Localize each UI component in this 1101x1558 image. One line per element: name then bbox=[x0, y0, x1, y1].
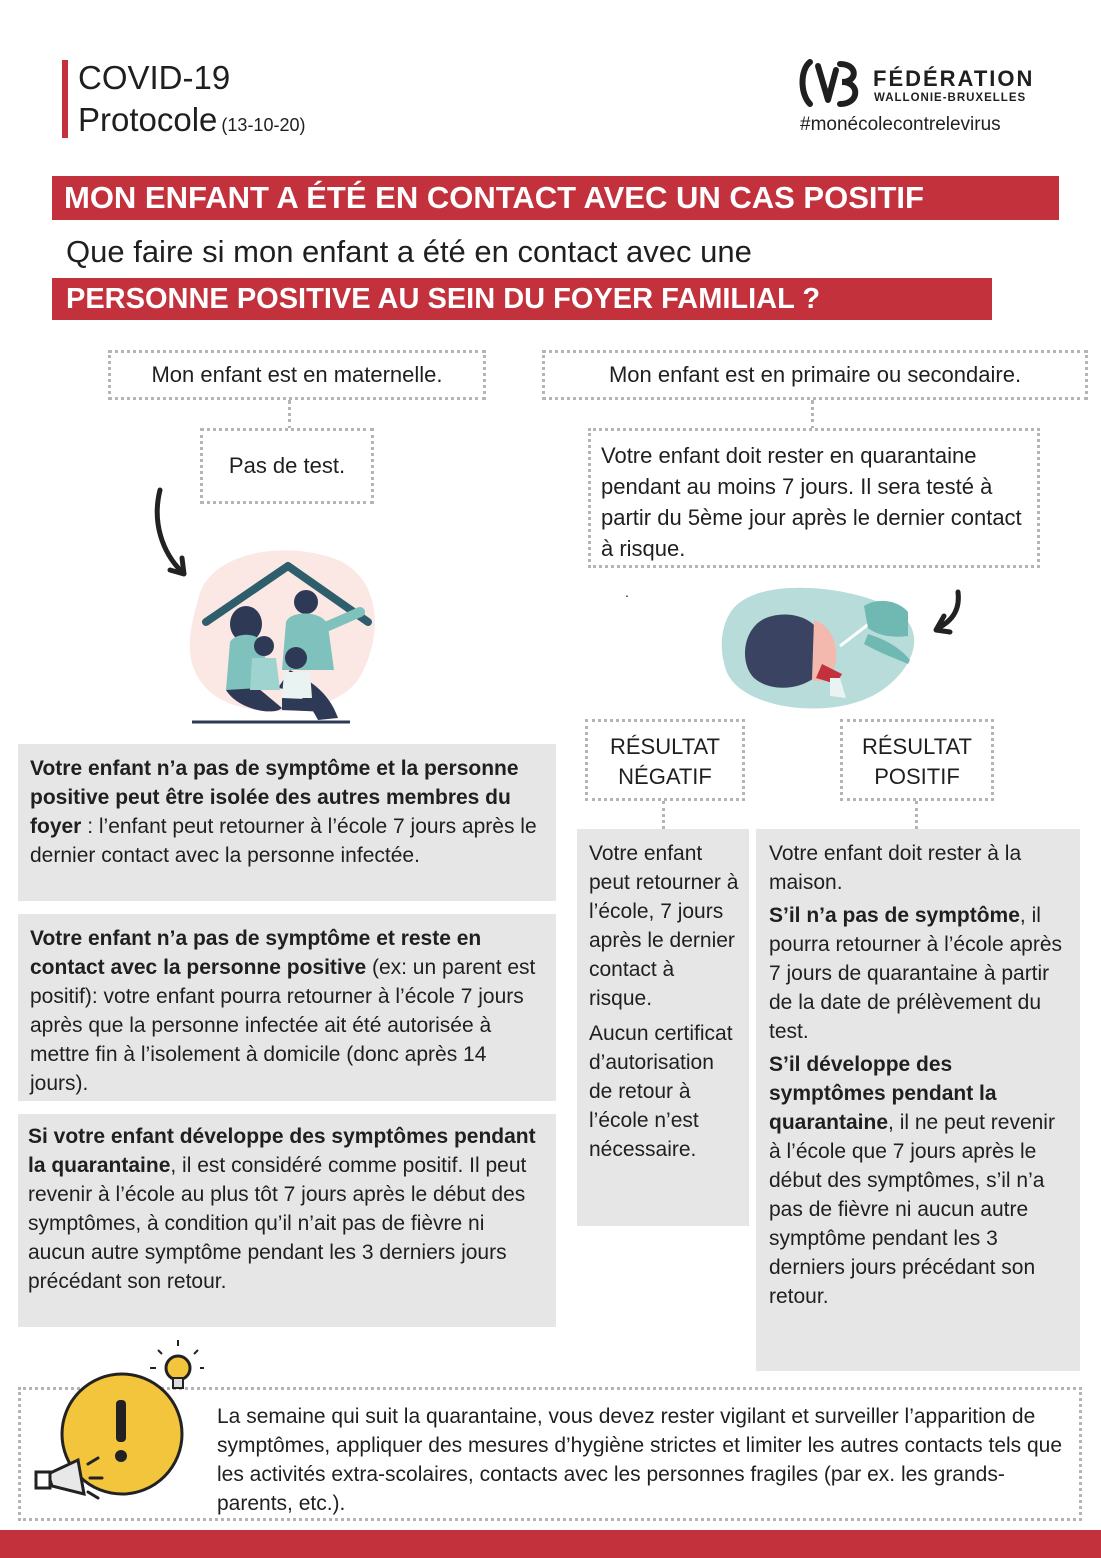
result-negative-line2: NÉGATIF bbox=[618, 764, 712, 789]
case-symptoms bbox=[18, 1114, 556, 1327]
positive-symptom-text: , il ne peut revenir à l’école que 7 jours après le début des symptômes, s’il n’a pas de fièvre ni aucun autre symptôme pendant les 3 derniers jours précédant son retour. bbox=[769, 1111, 1055, 1308]
case-symptoms-text: , il est considéré comme positif. Il peut revenir à l’école au plus tôt 7 jours après le début des symptômes, à condition qu’il n’ait pas de fièvre ni aucun autre symptôme pendant les 3 derniers jours précédant son retour. bbox=[28, 1154, 527, 1293]
protocol-date: (13-10-20) bbox=[221, 115, 306, 135]
logo-name: FÉDÉRATION bbox=[873, 66, 1035, 91]
swab-test-illustration bbox=[718, 580, 998, 710]
positive-result-panel bbox=[756, 829, 1080, 1371]
protocol-label: Protocole bbox=[78, 101, 218, 138]
connector bbox=[288, 400, 291, 430]
negative-result-panel bbox=[577, 829, 749, 1226]
question-highlight: PERSONNE POSITIVE AU SEIN DU FOYER FAMILIAL ? bbox=[52, 278, 992, 320]
no-test-label: Pas de test. bbox=[228, 453, 346, 478]
connector bbox=[662, 801, 665, 829]
result-positive-line1: RÉSULTAT bbox=[861, 734, 972, 759]
hashtag: #monécolecontrelevirus bbox=[800, 114, 1001, 135]
result-positive-box bbox=[840, 719, 994, 801]
negative-certificate-text: Aucun certificat d’autorisation de retour à l’école n’est nécessaire. bbox=[589, 1022, 733, 1161]
warning-bulb-icon bbox=[28, 1338, 204, 1508]
quarantine-text: Votre enfant doit rester en quarantaine pendant au moins 7 jours. Il sera testé à partir du 5ème jour après le dernier contact à risque. bbox=[601, 443, 1022, 561]
case-in-contact-text: (ex: un parent est positif): votre enfant pourra retourner à l’école 7 jours après que la personne infectée ait été autorisée à mettre fin à l’isolement à domicile (donc après 14 jours). bbox=[30, 956, 536, 1095]
case-in-contact bbox=[18, 914, 556, 1101]
primaire-box bbox=[542, 350, 1088, 400]
banner-title: MON ENFANT A ÉTÉ EN CONTACT AVEC UN CAS POSITIF bbox=[52, 176, 1059, 220]
family-house-illustration bbox=[178, 540, 388, 725]
footer-accent-bar bbox=[0, 1530, 1101, 1558]
question-line: Que faire si mon enfant a été en contact avec une bbox=[66, 234, 752, 269]
header-subtitle bbox=[78, 101, 305, 144]
case-in-contact-label: Votre enfant n’a pas de symptôme et reste en contact avec la personne positive bbox=[30, 927, 482, 979]
case-symptoms-label: Si votre enfant développe des symptômes pendant la quarantaine bbox=[28, 1125, 536, 1177]
positive-symptom-label: S’il développe des symptômes pendant la quarantaine bbox=[769, 1053, 997, 1134]
no-test-box bbox=[200, 428, 374, 504]
primaire-label: Mon enfant est en primaire ou secondaire. bbox=[608, 362, 1022, 387]
header-accent-bar bbox=[62, 60, 68, 138]
maternelle-box bbox=[108, 350, 486, 400]
case-isolated-label: Votre enfant n’a pas de symptôme et la personne positive peut être isolée des autres membres du foyer bbox=[30, 757, 519, 838]
logo-region: WALLONIE-BRUXELLES bbox=[874, 92, 1027, 104]
header-title: COVID-19 bbox=[78, 59, 231, 96]
stray-dot: . bbox=[625, 584, 629, 600]
case-isolated bbox=[18, 744, 556, 901]
fwb-logo-icon bbox=[796, 56, 866, 110]
result-positive-line2: POSITIF bbox=[874, 764, 960, 789]
positive-no-symptom-label: S’il n’a pas de symptôme bbox=[769, 904, 1020, 927]
positive-intro: Votre enfant doit rester à la maison. bbox=[769, 842, 1022, 894]
case-isolated-text: : l’enfant peut retourner à l’école 7 jours après le dernier contact avec la personne infectée. bbox=[30, 815, 537, 867]
connector bbox=[811, 400, 814, 430]
positive-no-symptom-text: , il pourra retourner à l’école après 7 jours de quarantaine à partir de la date de prélèvement du test. bbox=[769, 904, 1062, 1043]
maternelle-label: Mon enfant est en maternelle. bbox=[151, 362, 443, 387]
vigilance-note: La semaine qui suit la quarantaine, vous devez rester vigilant et surveiller l’apparition de symptômes, appliquer des mesures d’hygiène strictes et limiter les autres contacts tels que les activités extra-scolaires, contacts avec les personnes fragiles (par ex. les grands-parents, etc.). bbox=[217, 1405, 1063, 1515]
connector bbox=[915, 801, 918, 829]
result-negative-line1: RÉSULTAT bbox=[609, 734, 720, 759]
result-negative-box bbox=[585, 719, 745, 801]
quarantine-box bbox=[588, 428, 1040, 568]
negative-text: Votre enfant peut retourner à l’école, 7 jours après le dernier contact à risque. bbox=[589, 842, 739, 1010]
